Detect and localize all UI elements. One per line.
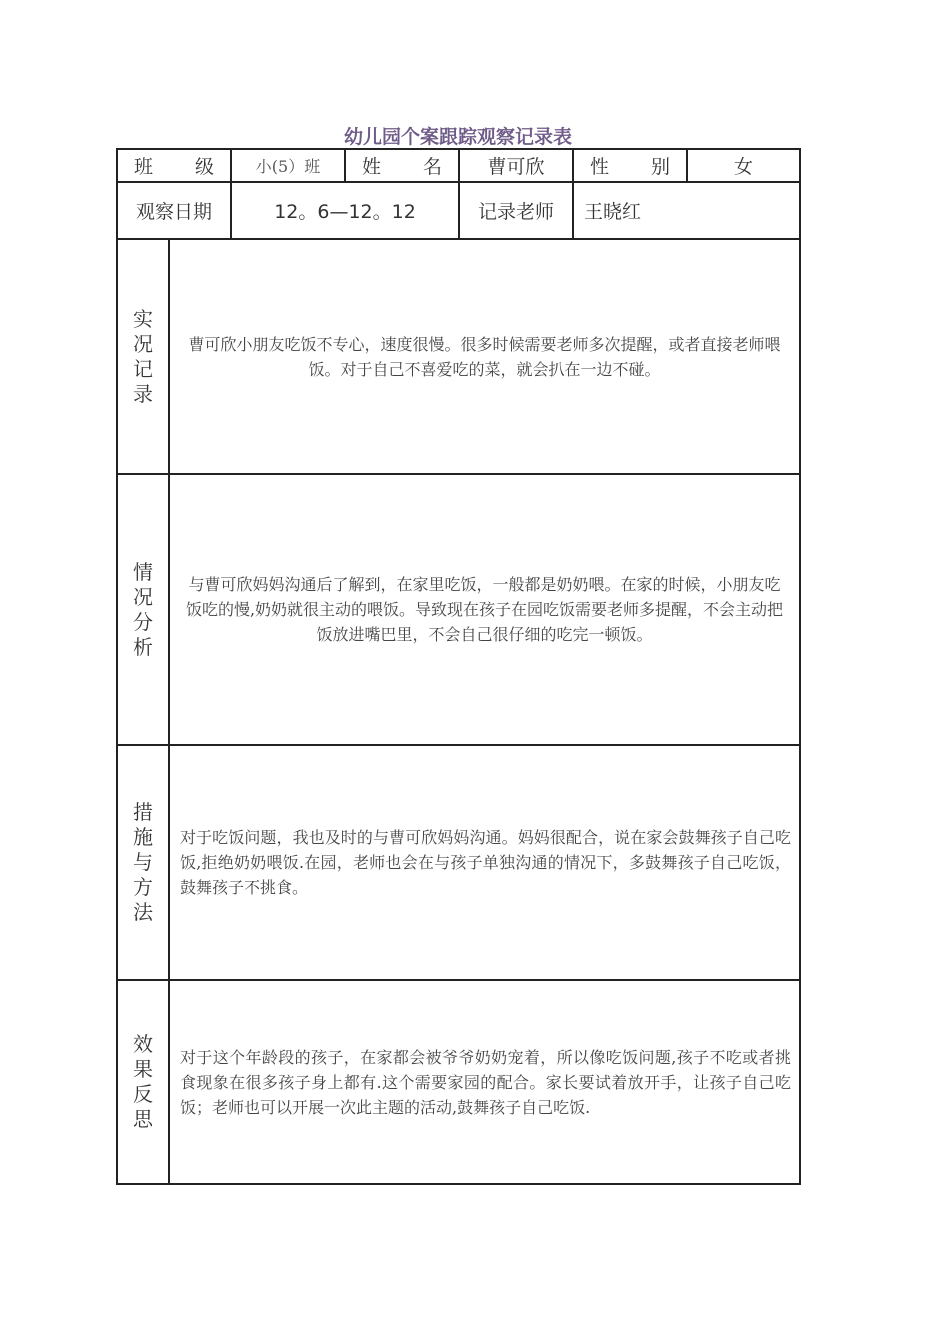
- class-value: 小(5）班: [231, 149, 345, 182]
- document-title: 幼儿园个案跟踪观察记录表: [343, 126, 572, 148]
- date-value: 12。6—12。12: [231, 182, 459, 239]
- section-row-measures: [117, 745, 800, 980]
- name-value: 曹可欣: [459, 149, 573, 182]
- teacher-label: 记录老师: [459, 182, 573, 239]
- teacher-value: 王晓红: [573, 182, 800, 239]
- name-label: 姓 名: [345, 149, 459, 182]
- date-label: 观察日期: [117, 182, 231, 239]
- section-text-analysis: 与曹可欣妈妈沟通后了解到，在家里吃饭，一般都是奶奶喂。在家的时候，小朋友吃饭吃的慢,奶奶就很主动的喂饭。导致现在孩子在园吃饭需要老师多提醒，不会主动把饭放进嘴巴里，不会自己很仔细的吃完一顿饭。: [169, 474, 800, 745]
- section-row-reflection: [117, 980, 800, 1184]
- gender-value: 女: [687, 149, 800, 182]
- class-label: 班 级: [117, 149, 231, 182]
- section-text-measures: 对于吃饭问题，我也及时的与曹可欣妈妈沟通。妈妈很配合，说在家会鼓舞孩子自己吃饭,拒绝奶奶喂饭.在园，老师也会在与孩子单独沟通的情况下，多鼓舞孩子自己吃饭，鼓舞孩子不挑食。: [169, 745, 800, 980]
- section-label-measures: 措 施 与 方 法: [117, 745, 169, 980]
- info-row-basic: [117, 149, 800, 182]
- section-row-analysis: [117, 474, 800, 745]
- section-text-reflection: 对于这个年龄段的孩子，在家都会被爷爷奶奶宠着，所以像吃饭问题,孩子不吃或者挑食现象在很多孩子身上都有.这个需要家园的配合。家长要试着放开手，让孩子自己吃饭；老师也可以开展一次此主题的活动,鼓舞孩子自己吃饭.: [169, 980, 800, 1184]
- section-label-reflection: 效 果 反 思: [117, 980, 169, 1184]
- section-row-record: [117, 239, 800, 474]
- section-label-analysis: 情 况 分 析: [117, 474, 169, 745]
- section-label-record: 实 况 记 录: [117, 239, 169, 474]
- gender-label: 性 别: [573, 149, 687, 182]
- section-text-record: 曹可欣小朋友吃饭不专心，速度很慢。很多时候需要老师多次提醒，或者直接老师喂饭。对于自己不喜爱吃的菜，就会扒在一边不碰。: [169, 239, 800, 474]
- info-row-date: [117, 182, 800, 239]
- observation-record-table: [116, 148, 801, 1185]
